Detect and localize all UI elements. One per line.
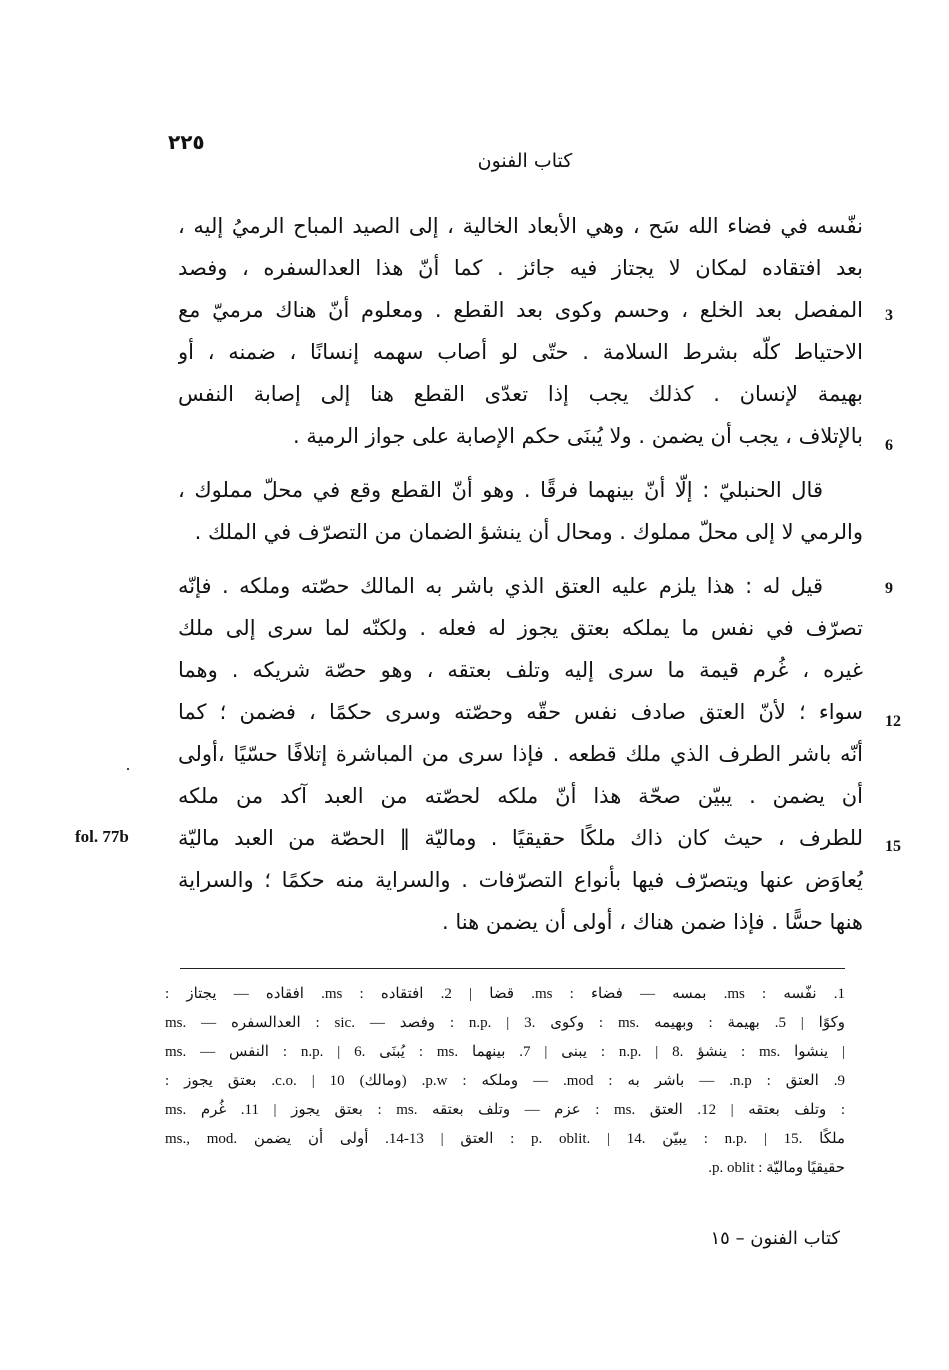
running-title: كتاب الفنون [477, 150, 573, 172]
apparatus-line: ms. — العدالسفره : sic. — وفصد : n.p. | 3. وكوى : ms. وكوًا | 5. بهيمة : وبهيمه [165, 1015, 845, 1031]
text-line: أن يضمن . يبيّن صحّة هذا أنّ ملكه لحصّته من العبد آكد من ملكه [178, 784, 863, 808]
text-line: بعد افتقاده لمكان لا يجتاز فيه جائز . كما أنّ هذا العدالسفره ، وفصد [178, 256, 863, 280]
text-line: المفصل بعد الخلع ، وحسم وكوى بعد القطع . ومعلوم أنّ هناك مرميّ مع [178, 298, 863, 322]
critical-apparatus [165, 980, 845, 1183]
line-number: 15 [885, 838, 901, 855]
main-text [178, 205, 863, 943]
line-number: 6 [885, 437, 893, 454]
text-line: والرمي لا إلى محلّ مملوك . ومحال أن ينشؤ الضمان من التصرّف في الملك . [194, 520, 863, 544]
folio-margin-note: fol. 77b [75, 827, 129, 846]
text-line: بالإتلاف ، يجب أن يضمن . ولا يُبنَى حكم الإصابة على جواز الرمية . [292, 424, 863, 448]
text-line: الاحتياط كلّه بشرط السلامة . حتّى لو أصاب سهمه إنسانًا ، ضمنه ، أو [178, 340, 863, 364]
text-line: سواء ؛ لأنّ العتق صادف نفس حقّه وحصّته وسرى حكمًا ، فضمن ؛ كما [178, 700, 863, 724]
text-line: نفّسه في فضاء الله سَح ، وهي الأبعاد الخالية ، إلى الصيد المباح الرميُ إليه ، [178, 214, 863, 238]
text-line: قيل له : هذا يلزم عليه العتق الذي باشر به المالك حصّته وملكه . فإنّه [178, 574, 823, 598]
line-number: 12 [885, 713, 901, 730]
text-line: تصرّف في نفس ما يملكه بعتق يجوز له فعله . ولكنّه لما سرى إلى ملك [178, 616, 863, 640]
line-number: 9 [885, 580, 893, 597]
margin-tick [127, 768, 129, 770]
text-line: غيره ، غُرم قيمة ما سرى إليه وتلف بعتقه ، وهو حصّة شريكه . وهما [178, 658, 863, 682]
apparatus-line: ms., mod. العتق | 13-14. أولى أن يضمن : p. oblit. | 14. يبيّن : n.p. | 15. ملكًا [165, 1131, 845, 1147]
text-line: بهيمة لإنسان . كذلك يجب إذا تعدّى القطع هنا إلى إصابة النفس [178, 382, 863, 406]
apparatus-line: ms. — النفس : n.p. | 6. يُبنَى : ms. يبنى | 7. بينهما : n.p. | 8. ينشؤ : ms. ينشوا | [165, 1044, 845, 1060]
line-number: 3 [885, 307, 893, 324]
footnote-rule [180, 968, 845, 969]
text-line: هنها حسًّا . فإذا ضمن هناك ، أولى أن يضمن هنا . [442, 910, 863, 934]
text-line: قال الحنبليّ : إلّا أنّ بينهما فرقًا . وهو أنّ القطع وقع في محلّ مملوك ، [178, 478, 823, 502]
page-number: ٢٢٥ [168, 130, 205, 154]
apparatus-line: حقيقيًا وماليّة : p. oblit. [708, 1160, 845, 1176]
text-line: يُعاوَض عنها ويتصرّف فيها بأنواع التصرّفات . والسراية منه حكمًا ؛ والسراية [178, 868, 863, 892]
apparatus-line: 1. نفّسه : ms. بمسه — فضاء : ms. قضا | 2. افتقاده : ms. افقاده — يجتاز : [165, 986, 845, 1002]
text-line: أنّه باشر الطرف الذي ملك قطعه . فإذا سرى من المباشرة إتلافًا حسّيًا ،أولى [178, 742, 863, 766]
signature-mark: كتاب الفنون – ١٥ [710, 1228, 840, 1249]
apparatus-line: ms. بعتق يجوز | 11. غُرم : ms. عزم — وتلف بعتقه : ms. وتلف بعتقه | 12. العتق : [165, 1102, 845, 1118]
apparatus-line: 9. العتق : n.p. — باشر به : mod. — وملكه : p.w. (ومالك) c.o. | 10. بعتق يجوز : [165, 1073, 845, 1089]
text-line: للطرف ، حيث كان ذاك ملكًا حقيقيًا . وماليّة ‖ الحصّة من العبد ماليّة [178, 826, 863, 850]
